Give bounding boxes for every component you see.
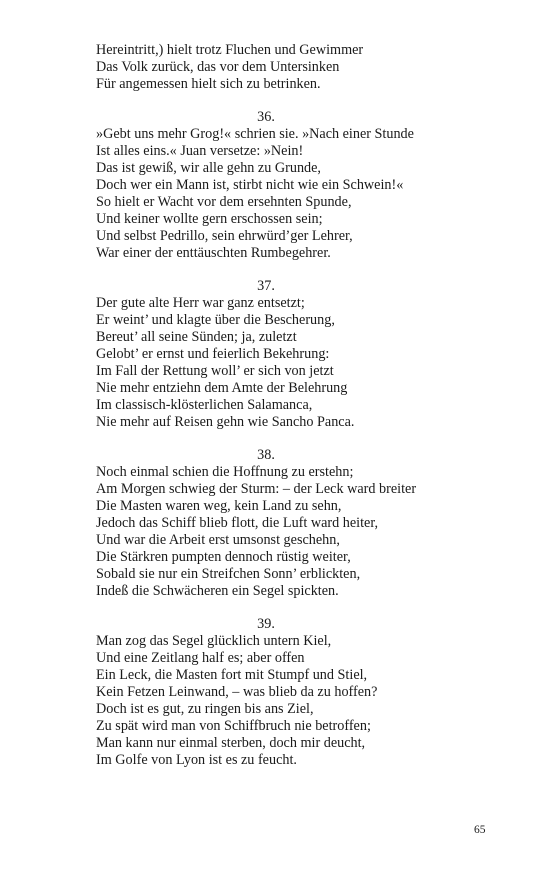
verse-line: Am Morgen schwieg der Sturm: – der Leck ward breiter [96, 481, 417, 497]
verse-line: Die Masten waren weg, kein Land zu sehn, [96, 498, 342, 514]
verse-line: Noch einmal schien die Hoffnung zu erstehn; [96, 464, 354, 480]
verse-line: Man zog das Segel glücklich untern Kiel, [96, 633, 332, 649]
page-number: 65 [474, 824, 486, 836]
stanza-38 [96, 447, 496, 600]
verse-line: Jedoch das Schiff blieb flott, die Luft ward heiter, [96, 515, 379, 531]
verse-line: Indeß die Schwächeren ein Segel spickten. [96, 583, 339, 599]
verse-line: Man kann nur einmal sterben, doch mir deucht, [96, 735, 366, 751]
verse-line: Nie mehr entziehn dem Amte der Belehrung [96, 380, 348, 396]
verse-line: Und selbst Pedrillo, sein ehrwürd’ger Lehrer, [96, 228, 353, 244]
verse-line: Sobald sie nur ein Streifchen Sonn’ erblickten, [96, 566, 361, 582]
verse-line: Er weint’ und klagte über die Bescherung, [96, 312, 335, 328]
stanza-number: 38. [257, 447, 275, 463]
verse-line: Das ist gewiß, wir alle gehn zu Grunde, [96, 160, 321, 176]
verse-line: Gelobt’ er ernst und feierlich Bekehrung: [96, 346, 330, 362]
stanza-37 [96, 278, 496, 431]
verse-line: Doch ist es gut, zu ringen bis ans Ziel, [96, 701, 314, 717]
stanza-continuation [96, 42, 496, 93]
verse-line: Hereintritt,) hielt trotz Fluchen und Gewimmer [96, 42, 364, 58]
verse-line: Und war die Arbeit erst umsonst geschehn, [96, 532, 340, 548]
verse-line: Und keiner wollte gern erschossen sein; [96, 211, 323, 227]
verse-line: So hielt er Wacht vor dem ersehnten Spunde, [96, 194, 352, 210]
verse-line: Der gute alte Herr war ganz entsetzt; [96, 295, 305, 311]
stanza-number: 39. [257, 616, 275, 632]
verse-line: Und eine Zeitlang half es; aber offen [96, 650, 305, 666]
verse-line: Ein Leck, die Masten fort mit Stumpf und Stiel, [96, 667, 368, 683]
verse-line: Bereut’ all seine Sünden; ja, zuletzt [96, 329, 297, 345]
verse-line: Kein Fetzen Leinwand, – was blieb da zu hoffen? [96, 684, 378, 700]
stanza-number: 36. [257, 109, 275, 125]
verse-line: Das Volk zurück, das vor dem Untersinken [96, 59, 340, 75]
stanza-39 [96, 616, 496, 769]
verse-line: Doch wer ein Mann ist, stirbt nicht wie ein Schwein!« [96, 177, 404, 193]
verse-line: Im Golfe von Lyon ist es zu feucht. [96, 752, 297, 768]
verse-line: Im classisch-klösterlichen Salamanca, [96, 397, 313, 413]
page-body [96, 42, 496, 769]
verse-line: War einer der enttäuschten Rumbegehrer. [96, 245, 331, 261]
verse-line: Für angemessen hielt sich zu betrinken. [96, 76, 321, 92]
verse-line: Nie mehr auf Reisen gehn wie Sancho Panca. [96, 414, 355, 430]
stanza-36 [96, 109, 496, 262]
verse-line: Die Stärkren pumpten dennoch rüstig weiter, [96, 549, 351, 565]
verse-line: Ist alles eins.« Juan versetze: »Nein! [96, 143, 304, 159]
stanza-number: 37. [257, 278, 275, 294]
verse-line: »Gebt uns mehr Grog!« schrien sie. »Nach einer Stunde [96, 126, 414, 142]
verse-line: Zu spät wird man von Schiffbruch nie betroffen; [96, 718, 371, 734]
verse-line: Im Fall der Rettung woll’ er sich von jetzt [96, 363, 334, 379]
